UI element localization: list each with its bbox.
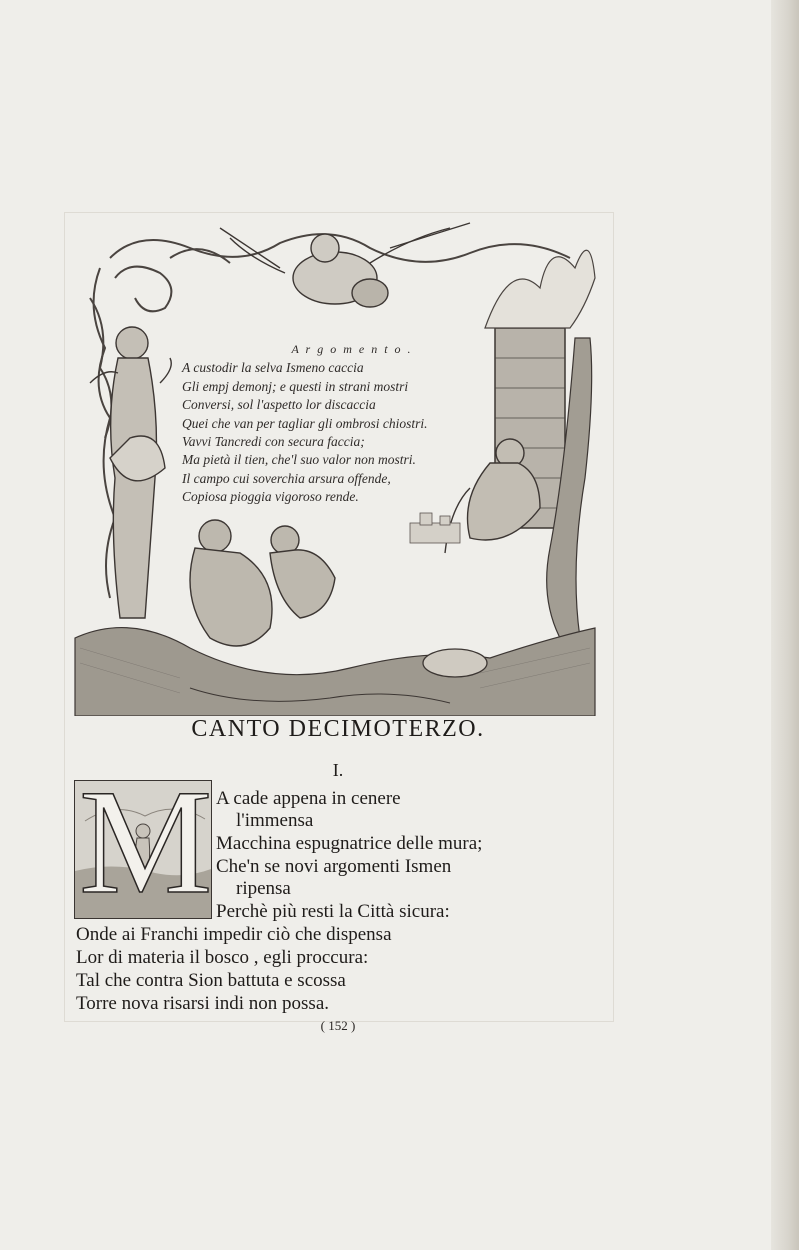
- argomento-line: Conversi, sol l'aspetto lor discaccia: [182, 397, 376, 413]
- canto-title: CANTO DECIMOTERZO.: [191, 716, 485, 742]
- page-edge: [771, 0, 799, 1250]
- verse-line: ripensa: [236, 878, 291, 899]
- verse-line: l'immensa: [236, 810, 314, 831]
- argomento-line: Quei che van per tagliar gli ombrosi chiostri.: [182, 415, 428, 431]
- initial-letter: M: [79, 759, 213, 925]
- decorated-initial: [74, 759, 213, 925]
- shield: [423, 649, 487, 677]
- argomento-line: Vavvi Tancredi con secura faccia;: [182, 434, 365, 450]
- stanza-number: I.: [332, 760, 344, 780]
- putto-figure: [220, 223, 470, 307]
- page-number: ( 152 ): [320, 1018, 356, 1033]
- verse-line: Macchina espugnatrice delle mura;: [216, 833, 483, 854]
- argomento-block: [182, 340, 492, 507]
- crouching-figures: [190, 520, 335, 646]
- verse-line: Tal che contra Sion battuta e scossa: [76, 970, 346, 991]
- argomento-line: A custodir la selva Ismeno caccia: [182, 360, 364, 376]
- verse-line: Torre nova risarsi indi non possa.: [76, 993, 330, 1014]
- argomento-line: Il campo cui soverchia arsura offende,: [182, 470, 391, 486]
- argomento-line: Ma pietà il tien, che'l suo valor non mostri.: [182, 452, 416, 468]
- argomento-title: A r g o m e n t o .: [291, 342, 413, 356]
- argomento-line: Copiosa pioggia vigoroso rende.: [182, 489, 359, 505]
- verse-line: Che'n se novi argomenti Ismen: [216, 856, 452, 877]
- verse-line: Onde ai Franchi impedir ciò che dispensa: [76, 924, 392, 945]
- verse-line: Perchè più resti la Città sicura:: [216, 901, 450, 922]
- verse-line: Lor di materia il bosco , egli proccura:: [76, 947, 369, 968]
- verse-line: A cade appena in cenere: [216, 788, 401, 809]
- argomento-line: Gli empj demonj; e questi in strani mostri: [182, 378, 409, 394]
